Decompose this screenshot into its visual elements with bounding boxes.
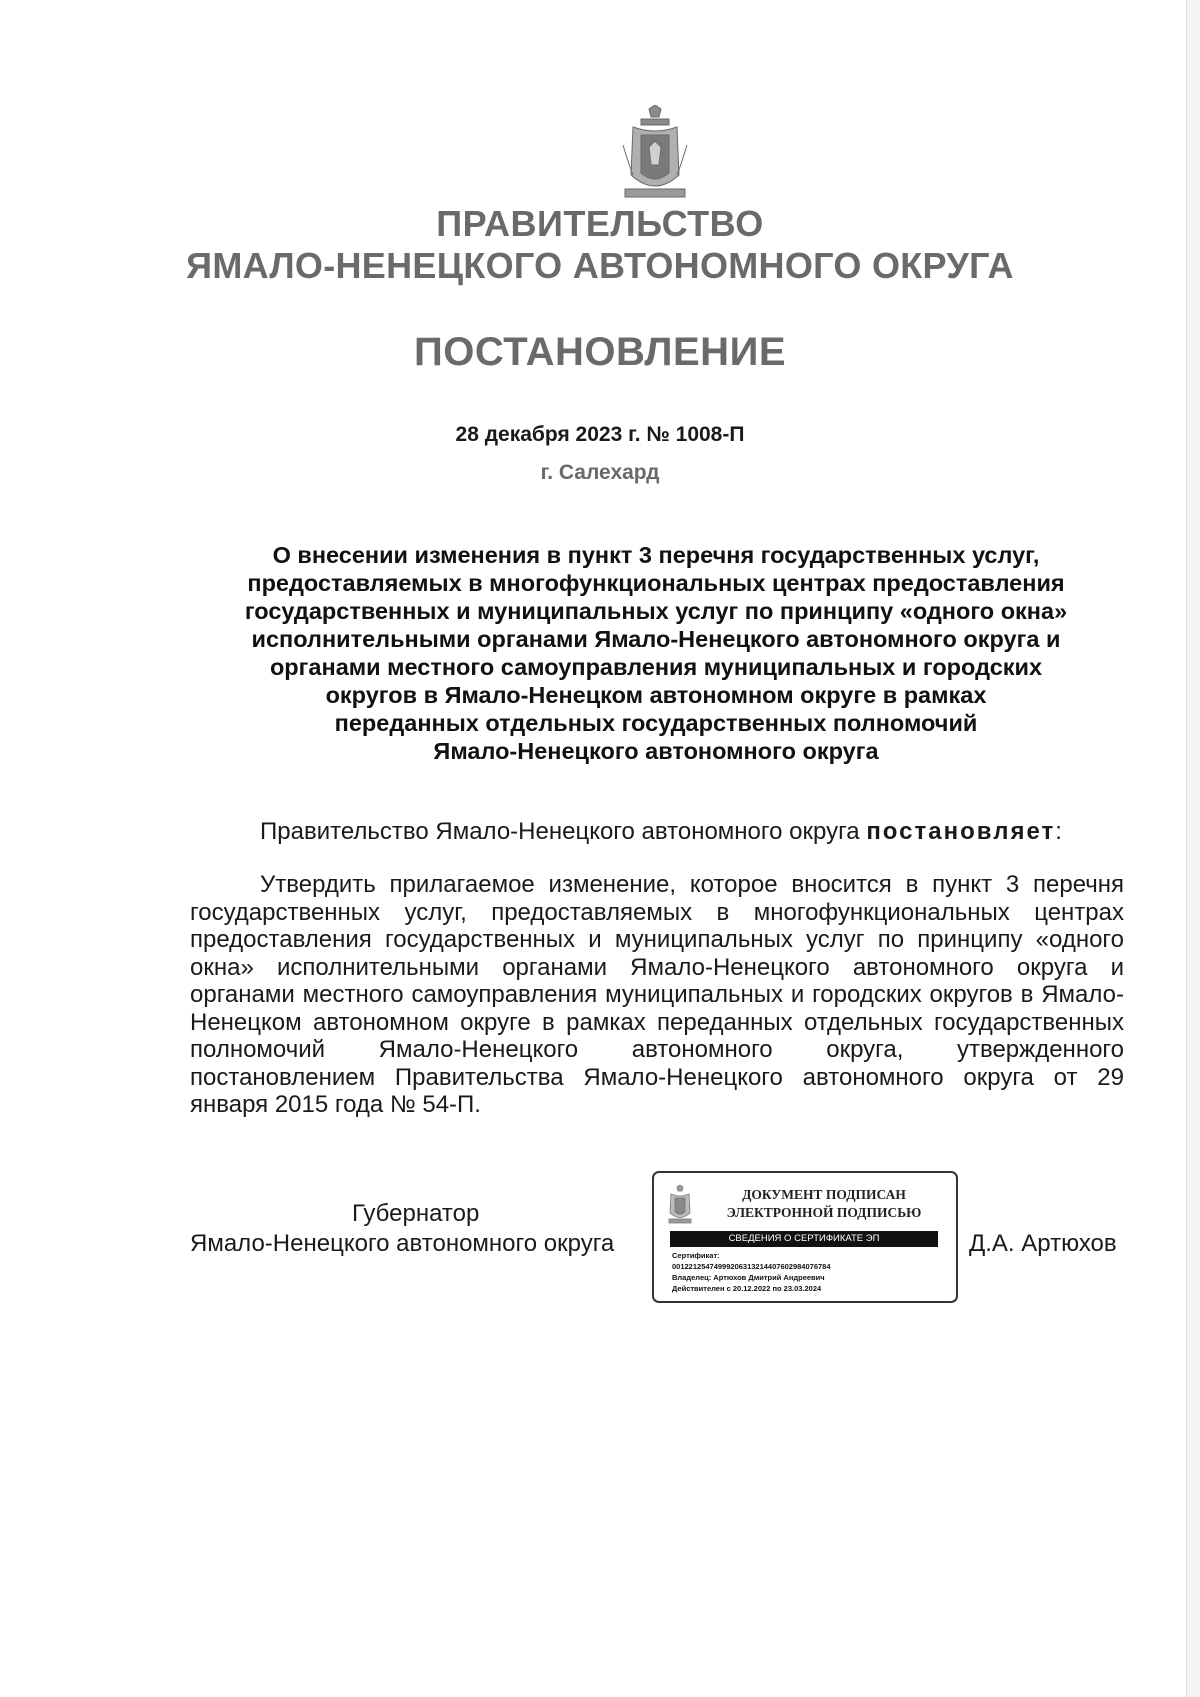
preamble-text: Правительство Ямало-Ненецкого автономного округа: [260, 818, 860, 845]
title-line: предоставляемых в многофункциональных центрах предоставления: [247, 570, 1065, 596]
title-line: Ямало-Ненецкого автономного округа: [433, 738, 879, 764]
city: г. Салехард: [540, 461, 660, 484]
title-line: переданных отдельных государственных полномочий: [334, 710, 978, 736]
body-paragraph: [190, 871, 1124, 1119]
document-title: [200, 541, 1112, 765]
e-signature-stamp: [652, 1171, 958, 1303]
stamp-cert-label: Сертификат:: [672, 1251, 720, 1260]
coat-of-arms-small-icon: [666, 1185, 694, 1225]
title-line: государственных и муниципальных услуг по принципу «одного окна»: [244, 598, 1068, 624]
signatory-name: Д.А. Артюхов: [969, 1230, 1117, 1257]
stamp-owner: Владелец: Артюхов Дмитрий Андреевич: [672, 1273, 825, 1282]
coat-of-arms-icon: [619, 105, 691, 203]
preamble-colon: :: [1055, 818, 1062, 845]
stamp-certificate-bar: СВЕДЕНИЯ О СЕРТИФИКАТЕ ЭП: [670, 1231, 938, 1247]
stamp-heading-line1: ДОКУМЕНТ ПОДПИСАН: [742, 1187, 906, 1202]
stamp-heading-line2: ЭЛЕКТРОННОЙ ПОДПИСЬЮ: [726, 1205, 922, 1220]
stamp-cert-number: 00122125474999206313214407602984076784: [672, 1262, 831, 1271]
stamp-validity: Действителен с 20.12.2022 по 23.03.2024: [672, 1284, 822, 1293]
title-line: О внесении изменения в пункт 3 перечня государственных услуг,: [272, 542, 1040, 568]
document-type: ПОСТАНОВЛЕНИЕ: [413, 330, 786, 374]
org-name-line1: ПРАВИТЕЛЬСТВО: [436, 203, 764, 244]
title-line: округов в Ямало-Ненецком автономном округе в рамках: [325, 682, 987, 708]
preamble-keyword: постановляет: [866, 818, 1056, 845]
signatory-position-line1: Губернатор: [352, 1200, 480, 1227]
preamble: [260, 818, 1062, 846]
body-text: Утвердить прилагаемое изменение, которое вносится в пункт 3 перечня государственных услуг, предоставляемых в многофункциональных центрах предоставления государственных и муниципальных услуг по принципу «одного окна» исполнительными органами Ямало-Ненецкого автономного округа и органами местного самоуправления муниципальных и городских округов в Ямало-Ненецком автономном округе в рамках переданных отдельных государственных полномочий Ямало-Ненецкого автономного округа, утвержденного постановлением Правительства Ямало-Ненецкого автономного округа от 29 января 2015 года № 54-П.: [190, 871, 1124, 1118]
org-name-line2: ЯМАЛО-НЕНЕЦКОГО АВТОНОМНОГО ОКРУГА: [186, 245, 1014, 286]
title-line: органами местного самоуправления муниципальных и городских: [269, 654, 1043, 680]
date-number: 28 декабря 2023 г. № 1008-П: [455, 423, 745, 446]
title-line: исполнительными органами Ямало-Ненецкого автономного округа и: [251, 626, 1061, 652]
signatory-position-line2: Ямало-Ненецкого автономного округа: [190, 1230, 615, 1257]
